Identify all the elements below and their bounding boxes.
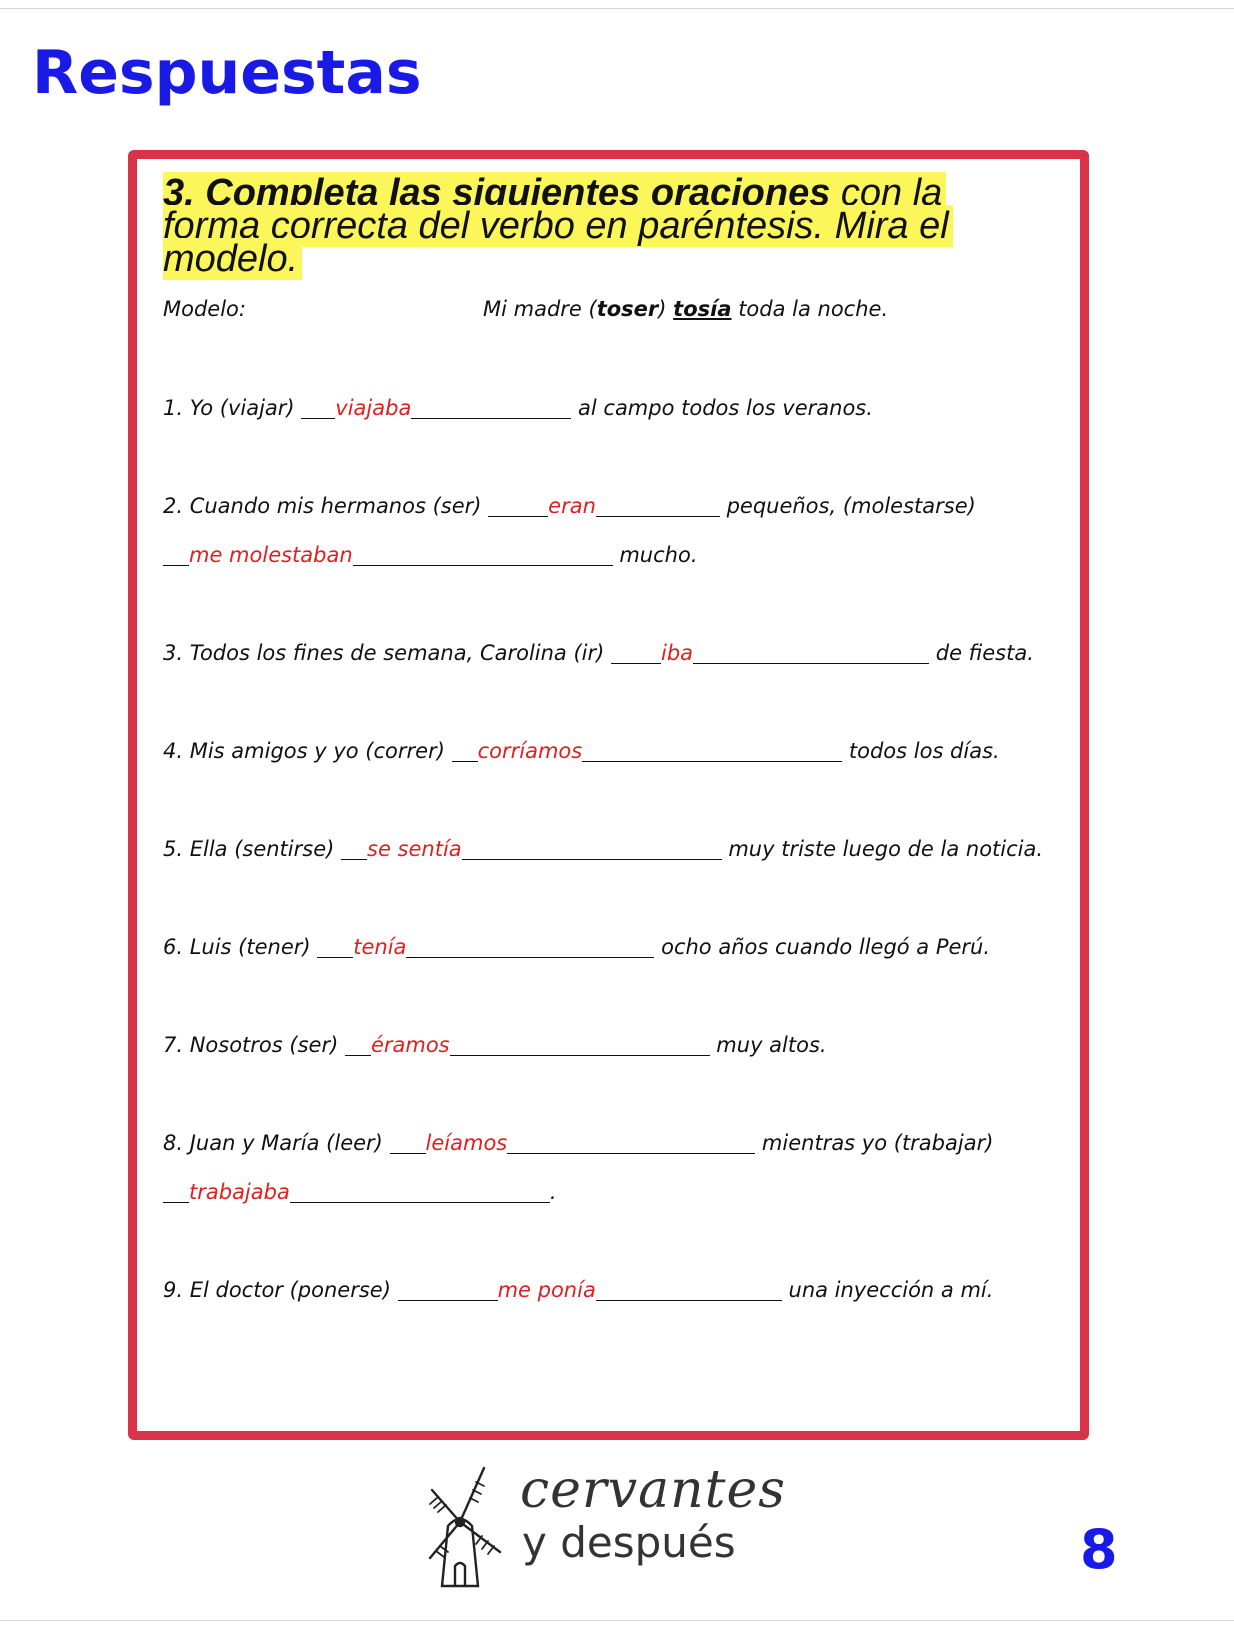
answer-text: me ponía: [497, 1278, 596, 1302]
exercise-item: 1. Yo (viajar) viajaba al campo todos los veranos.: [163, 396, 873, 420]
exercise-item: 8. Juan y María (leer) leíamos mientras yo (trabajar): [163, 1131, 994, 1155]
answer-text: leíamos: [425, 1131, 508, 1155]
exercise-item: 9. El doctor (ponerse) me ponía una inyección a mí.: [163, 1278, 994, 1302]
answer-box: [128, 150, 1089, 1440]
exercise-item: 7. Nosotros (ser) éramos muy altos.: [163, 1033, 827, 1057]
answer-text: me molestaban: [189, 543, 353, 567]
page-number: 8: [1080, 1518, 1118, 1581]
bottom-divider: [0, 1620, 1234, 1621]
exercise-item: 2. Cuando mis hermanos (ser) eran pequeños, (molestarse): [163, 494, 976, 518]
instruction-bold: 3. Completa las siguientes oraciones: [163, 172, 831, 214]
exercise-item-continuation: me molestaban mucho.: [163, 543, 698, 567]
answer-text: se sentía: [367, 837, 462, 861]
answer-text: eran: [548, 494, 596, 518]
answer-text: corríamos: [477, 739, 583, 763]
model-answer: tosía: [673, 297, 732, 321]
top-divider: [0, 8, 1234, 9]
logo-script-text: cervantes: [520, 1460, 786, 1520]
answer-text: tenía: [353, 935, 407, 959]
model-sentence: Mi madre (toser) tosía toda la noche.: [483, 297, 889, 321]
answer-text: iba: [661, 641, 694, 665]
answer-text: éramos: [370, 1033, 450, 1057]
answer-text: viajaba: [335, 396, 412, 420]
exercise-item: 4. Mis amigos y yo (correr) corríamos todos los días.: [163, 739, 1000, 763]
answer-text: trabajaba: [189, 1180, 290, 1204]
logo-subtext: y después: [522, 1518, 736, 1567]
page-title: Respuestas: [32, 38, 422, 108]
exercise-item: 6. Luis (tener) tenía ocho años cuando llegó a Perú.: [163, 935, 991, 959]
exercise-item-continuation: trabajaba .: [163, 1180, 557, 1204]
instruction-rest: con la forma correcta del verbo en paréntesis. Mira el modelo.: [163, 172, 949, 280]
model-line: [163, 297, 889, 321]
model-label: Modelo:: [163, 297, 246, 321]
footer-logo: [422, 1460, 786, 1590]
exercise-item: 3. Todos los fines de semana, Carolina (ir) iba de fiesta.: [163, 641, 1034, 665]
windmill-icon: [422, 1460, 522, 1590]
exercise-instructions: [163, 172, 1003, 280]
exercise-item: 5. Ella (sentirse) se sentía muy triste luego de la noticia.: [163, 837, 1044, 861]
